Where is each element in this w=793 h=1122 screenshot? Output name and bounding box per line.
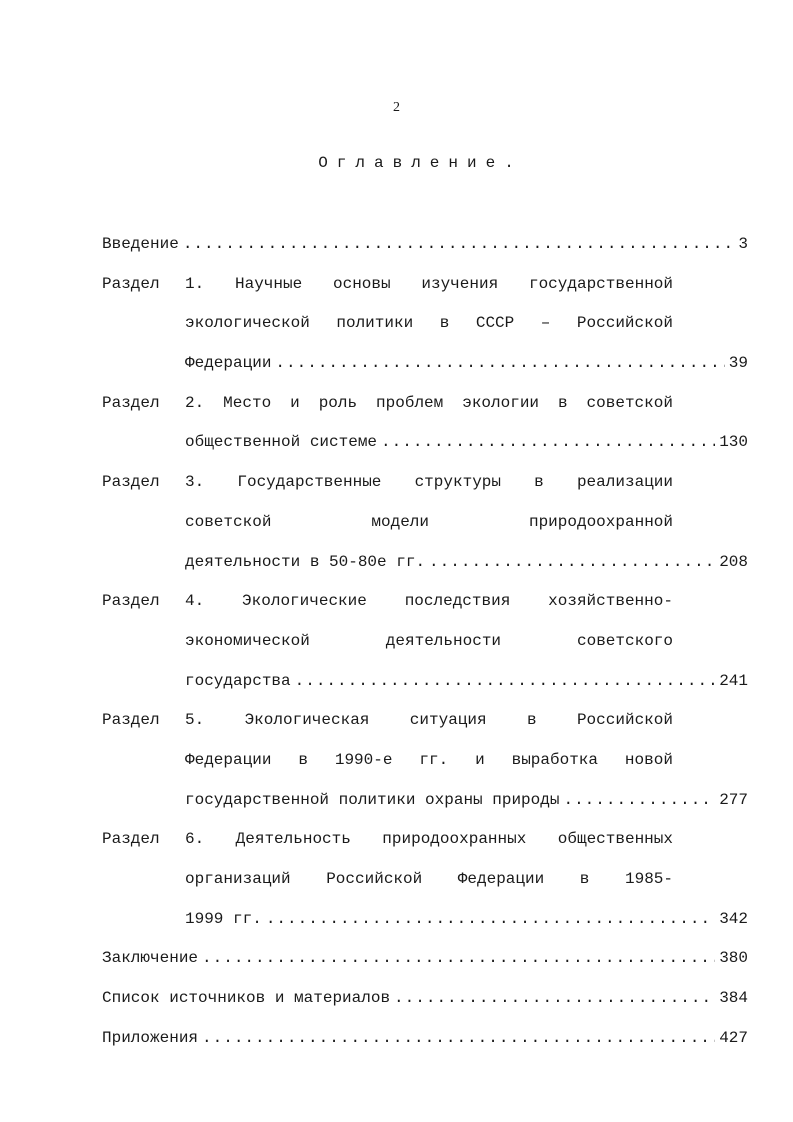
page-number: 2 xyxy=(393,100,400,115)
page-ref: 130 xyxy=(719,433,748,452)
toc-entry-appendix xyxy=(102,1025,748,1065)
page-ref: 380 xyxy=(719,949,748,968)
section-title-line: 3. Государственные структуры в реализации xyxy=(185,473,673,492)
toc-entry-section-1 xyxy=(102,271,748,311)
toc-continuation xyxy=(102,747,748,787)
dot-leader xyxy=(295,668,716,694)
dot-leader xyxy=(275,350,724,376)
section-title-line: экономической деятельности советского xyxy=(185,631,673,650)
page-ref: 241 xyxy=(719,671,748,690)
page-ref: 277 xyxy=(719,790,748,809)
toc-entry-section-6 xyxy=(102,826,748,866)
toc-continuation: деятельности в 50-80е гг. ..... 208 xyxy=(102,549,748,589)
entry-label: Введение xyxy=(102,235,179,253)
dot-leader xyxy=(183,231,735,257)
toc-continuation xyxy=(102,509,748,549)
page-ref: 3 xyxy=(738,235,748,253)
toc-title: Оглавление. xyxy=(318,154,523,172)
dot-leader xyxy=(381,429,715,455)
dot-leader xyxy=(202,1025,715,1051)
toc-entry-section-5 xyxy=(102,707,748,747)
toc-entry-sources xyxy=(102,985,748,1025)
section-prefix: Раздел xyxy=(102,393,160,412)
section-prefix: Раздел xyxy=(102,592,160,611)
table-of-contents xyxy=(102,231,748,1064)
section-title-line: организаций Российской Федерации в 1985- xyxy=(185,870,673,888)
section-prefix: Раздел xyxy=(102,711,160,730)
toc-continuation xyxy=(102,310,748,350)
page-ref: 427 xyxy=(719,1028,748,1047)
dot-leader xyxy=(266,906,715,932)
toc-entry-section-4 xyxy=(102,588,748,628)
page-ref: 384 xyxy=(719,989,748,1008)
toc-continuation: государственной политики охраны природы ..... 277 xyxy=(102,787,748,827)
section-title-line: Федерации в 1990-е гг. и выработка новой xyxy=(185,750,673,769)
section-title-line: 2. Место и роль проблем экологии в советской xyxy=(185,393,673,412)
toc-entry-section-2 xyxy=(102,390,748,430)
entry-label: Список источников и материалов xyxy=(102,989,391,1008)
dot-leader xyxy=(563,787,715,813)
section-title-line: советской модели природоохранной xyxy=(185,512,673,531)
page-ref: 208 xyxy=(719,552,748,571)
section-title-line: 4. Экологические последствия хозяйственно- xyxy=(185,592,673,611)
section-prefix: Раздел xyxy=(102,274,160,293)
dot-leader xyxy=(394,985,715,1011)
page-ref: 39 xyxy=(728,354,748,373)
section-title-line: 1. Научные основы изучения государственной xyxy=(185,274,673,293)
toc-entry-section-3 xyxy=(102,469,748,509)
toc-continuation: Федерации ..... 39 xyxy=(102,350,748,390)
entry-label: Заключение xyxy=(102,949,199,968)
toc-entry-introduction xyxy=(102,231,748,271)
toc-continuation: общественной системе ..... 130 xyxy=(102,429,748,469)
toc-entry-conclusion xyxy=(102,945,748,985)
section-prefix: Раздел xyxy=(102,473,160,492)
section-prefix: Раздел xyxy=(102,830,160,849)
toc-continuation xyxy=(102,866,748,906)
toc-continuation: государства ..... 241 xyxy=(102,668,748,708)
dot-leader xyxy=(202,945,715,971)
section-title-line: экологической политики в СССР – Российской xyxy=(185,314,673,333)
toc-continuation xyxy=(102,628,748,668)
entry-label: Приложения xyxy=(102,1028,199,1047)
section-title-line: 5. Экологическая ситуация в Российской xyxy=(185,711,673,730)
dot-leader xyxy=(429,549,715,575)
page-ref: 342 xyxy=(719,909,748,928)
section-title-line: 6. Деятельность природоохранных общественных xyxy=(185,830,673,849)
toc-continuation: 1999 гг. ..... 342 xyxy=(102,906,748,946)
